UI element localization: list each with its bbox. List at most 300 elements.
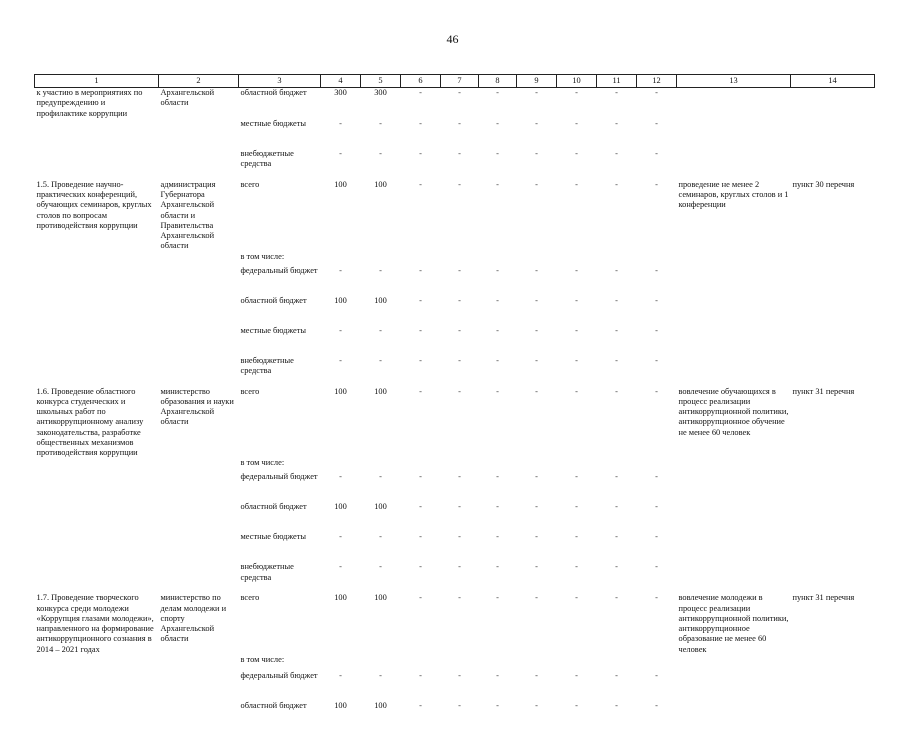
table-cell-col-7: - <box>458 325 461 335</box>
table-cell-col-6: - <box>419 148 422 158</box>
table-cell-col-3: в том числе: <box>240 458 285 468</box>
table-cell-col-7: - <box>458 118 461 128</box>
table-cell-col-8 <box>479 458 517 472</box>
table-cell-col-9: - <box>535 532 538 542</box>
table-cell-col-12: - <box>655 179 658 189</box>
table-cell-col-1 <box>35 296 159 326</box>
table-cell-col-2 <box>159 655 239 671</box>
table-cell-col-9: - <box>535 472 538 482</box>
table-cell-col-13 <box>677 252 791 266</box>
table-cell-col-10: - <box>575 88 578 97</box>
table-cell-col-3: внебюджетные средства <box>240 562 294 582</box>
table-row <box>35 149 875 179</box>
table-cell-col-4: - <box>339 562 342 572</box>
table-cell-col-2 <box>159 252 239 266</box>
table-cell-col-11: - <box>615 265 618 275</box>
table-row <box>35 266 875 296</box>
table-cell-col-1 <box>35 149 159 179</box>
table-cell-col-14 <box>791 472 875 502</box>
table-cell-col-1 <box>35 472 159 502</box>
table-cell-col-2: министерство по делам молодежи и спорту Архангельской области <box>160 593 227 644</box>
table-cell-col-1 <box>35 671 159 701</box>
table-cell-col-10: - <box>575 179 578 189</box>
table-cell-col-8: - <box>496 88 499 97</box>
table-cell-col-7: - <box>458 88 461 97</box>
table-cell-col-5: - <box>379 355 382 365</box>
table-cell-col-10 <box>557 655 597 671</box>
table-cell-col-5: 300 <box>374 88 387 97</box>
table-cell-col-5 <box>361 655 401 671</box>
table-cell-col-12: - <box>655 88 658 97</box>
table-cell-col-5: - <box>379 472 382 482</box>
table-cell-col-9: - <box>535 88 538 97</box>
table-cell-col-11: - <box>615 700 618 710</box>
table-cell-col-10: - <box>575 532 578 542</box>
table-cell-col-14 <box>791 701 875 731</box>
table-cell-col-12: - <box>655 593 658 603</box>
table-cell-col-12: - <box>655 532 658 542</box>
table-cell-col-6: - <box>419 179 422 189</box>
table-cell-col-10: - <box>575 593 578 603</box>
table-cell-col-4: 100 <box>334 502 347 512</box>
table-cell-col-8: - <box>496 472 499 482</box>
table-cell-col-2 <box>159 701 239 731</box>
table-cell-col-12: - <box>655 700 658 710</box>
table-cell-col-9: - <box>535 386 538 396</box>
table-cell-col-14 <box>791 356 875 386</box>
table-cell-col-4: 100 <box>334 593 347 603</box>
table-cell-col-9: - <box>535 670 538 680</box>
table-cell-col-8: - <box>496 179 499 189</box>
table-cell-col-9: - <box>535 502 538 512</box>
table-cell-col-7: - <box>458 532 461 542</box>
table-cell-col-9: - <box>535 700 538 710</box>
table-cell-col-11 <box>597 458 637 472</box>
table-cell-col-14 <box>791 296 875 326</box>
table-cell-col-10: - <box>575 502 578 512</box>
table-cell-col-13 <box>677 502 791 532</box>
table-cell-col-7 <box>441 655 479 671</box>
column-header-10: 10 <box>557 75 597 88</box>
table-cell-col-11 <box>597 655 637 671</box>
table-cell-col-4: - <box>339 532 342 542</box>
table-cell-col-14 <box>791 671 875 701</box>
table-cell-col-5: 100 <box>374 700 387 710</box>
table-cell-col-3: областной бюджет <box>240 88 307 97</box>
table-cell-col-4: 100 <box>334 386 347 396</box>
table-cell-col-3: внебюджетные средства <box>240 148 294 168</box>
table-cell-col-4 <box>321 655 361 671</box>
table-cell-col-2 <box>159 532 239 562</box>
table-cell-col-3: в том числе: <box>240 251 285 261</box>
table-cell-col-1 <box>35 502 159 532</box>
table-cell-col-13 <box>677 119 791 149</box>
table-cell-col-13 <box>677 701 791 731</box>
table-cell-col-12: - <box>655 355 658 365</box>
table-cell-col-13 <box>677 562 791 592</box>
table-cell-col-6: - <box>419 118 422 128</box>
table-cell-col-11: - <box>615 593 618 603</box>
table-cell-col-4: - <box>339 148 342 158</box>
table-cell-col-12: - <box>655 295 658 305</box>
table-cell-col-5: - <box>379 532 382 542</box>
table-cell-col-2 <box>159 356 239 386</box>
column-header-1: 1 <box>35 75 159 88</box>
table-cell-col-1 <box>35 655 159 671</box>
table-cell-col-11: - <box>615 295 618 305</box>
table-cell-col-8: - <box>496 532 499 542</box>
table-cell-col-12: - <box>655 472 658 482</box>
table-cell-col-9: - <box>535 562 538 572</box>
table-cell-col-11: - <box>615 355 618 365</box>
table-row <box>35 88 875 119</box>
table-cell-col-12: - <box>655 502 658 512</box>
table-cell-col-8: - <box>496 670 499 680</box>
table-cell-col-1: 1.5. Проведение научно-практических конференций, обучающих семинаров, круглых столов по вопросам противодействия коррупции <box>36 179 152 230</box>
table-cell-col-14 <box>791 88 875 119</box>
table-cell-col-9: - <box>535 179 538 189</box>
table-cell-col-14 <box>791 119 875 149</box>
table-cell-col-3: внебюджетные средства <box>240 355 294 375</box>
table-cell-col-10: - <box>575 670 578 680</box>
table-cell-col-4: - <box>339 670 342 680</box>
column-header-12: 12 <box>637 75 677 88</box>
table-cell-col-12: - <box>655 325 658 335</box>
table-cell-col-9: - <box>535 148 538 158</box>
table-cell-col-1: к участию в мероприятиях по предупреждению и профилактике коррупции <box>36 88 143 118</box>
column-header-13: 13 <box>677 75 791 88</box>
table-cell-col-11: - <box>615 148 618 158</box>
table-cell-col-9: - <box>535 118 538 128</box>
table-cell-col-11: - <box>615 502 618 512</box>
table-cell-col-6: - <box>419 502 422 512</box>
table-cell-col-12 <box>637 252 677 266</box>
budget-table <box>34 74 875 731</box>
table-cell-col-10: - <box>575 325 578 335</box>
table-cell-col-2 <box>159 326 239 356</box>
table-cell-col-5: - <box>379 325 382 335</box>
table-row <box>35 296 875 326</box>
table-row <box>35 502 875 532</box>
table-cell-col-2 <box>159 458 239 472</box>
table-cell-col-5: - <box>379 562 382 572</box>
table-cell-col-1 <box>35 252 159 266</box>
table-cell-col-8: - <box>496 148 499 158</box>
table-cell-col-10: - <box>575 700 578 710</box>
table-cell-col-14 <box>791 266 875 296</box>
table-cell-col-3: всего <box>240 179 260 189</box>
table-cell-col-8: - <box>496 502 499 512</box>
table-cell-col-9: - <box>535 265 538 275</box>
table-cell-col-7: - <box>458 148 461 158</box>
table-cell-col-4: - <box>339 325 342 335</box>
table-cell-col-3: областной бюджет <box>240 502 307 512</box>
table-cell-col-1 <box>35 562 159 592</box>
table-cell-col-8: - <box>496 562 499 572</box>
table-cell-col-2 <box>159 671 239 701</box>
table-cell-col-11: - <box>615 88 618 97</box>
table-cell-col-1 <box>35 458 159 472</box>
table-cell-col-8: - <box>496 593 499 603</box>
table-row <box>35 119 875 149</box>
table-cell-col-13 <box>677 149 791 179</box>
table-cell-col-7: - <box>458 472 461 482</box>
table-cell-col-13: проведение не менее 2 семинаров, круглых столов и 1 конференции <box>678 179 789 210</box>
table-cell-col-14 <box>791 326 875 356</box>
table-body <box>35 88 875 731</box>
table-cell-col-10 <box>557 252 597 266</box>
table-cell-col-13 <box>677 296 791 326</box>
table-cell-col-2: министерство образования и науки Архангельской области <box>160 386 234 427</box>
table-cell-col-7 <box>441 252 479 266</box>
table-cell-col-4: - <box>339 118 342 128</box>
table-cell-col-13 <box>677 356 791 386</box>
table-cell-col-4: 300 <box>334 88 347 97</box>
table-cell-col-3: федеральный бюджет <box>240 265 318 275</box>
table-row <box>35 472 875 502</box>
table-cell-col-13 <box>677 671 791 701</box>
table-cell-col-10: - <box>575 148 578 158</box>
table-cell-col-7 <box>441 458 479 472</box>
table-cell-col-3: местные бюджеты <box>240 118 307 128</box>
table-cell-col-5 <box>361 252 401 266</box>
table-row <box>35 592 875 655</box>
header-row <box>35 75 875 88</box>
table-cell-col-9 <box>517 655 557 671</box>
table-cell-col-6 <box>401 655 441 671</box>
table-cell-col-7: - <box>458 265 461 275</box>
column-header-8: 8 <box>479 75 517 88</box>
table-cell-col-10: - <box>575 386 578 396</box>
table-cell-col-2: Архангельской области <box>160 88 215 108</box>
table-cell-col-5: - <box>379 670 382 680</box>
table-cell-col-3: областной бюджет <box>240 700 307 710</box>
table-cell-col-10: - <box>575 562 578 572</box>
table-row <box>35 356 875 386</box>
table-cell-col-13 <box>677 88 791 119</box>
table-row <box>35 532 875 562</box>
table-cell-col-4: 100 <box>334 179 347 189</box>
table-cell-col-11: - <box>615 562 618 572</box>
table-cell-col-14 <box>791 252 875 266</box>
table-row <box>35 386 875 459</box>
table-cell-col-4: 100 <box>334 700 347 710</box>
table-cell-col-12: - <box>655 562 658 572</box>
table-cell-col-11: - <box>615 532 618 542</box>
table-cell-col-2 <box>159 472 239 502</box>
table-cell-col-13 <box>677 655 791 671</box>
table-cell-col-5: 100 <box>374 179 387 189</box>
table-cell-col-13 <box>677 266 791 296</box>
table-cell-col-12: - <box>655 670 658 680</box>
table-cell-col-7: - <box>458 295 461 305</box>
table-cell-col-11: - <box>615 670 618 680</box>
table-cell-col-3: местные бюджеты <box>240 325 307 335</box>
table-cell-col-9: - <box>535 355 538 365</box>
table-cell-col-6: - <box>419 386 422 396</box>
table-cell-col-4: - <box>339 265 342 275</box>
table-cell-col-12: - <box>655 148 658 158</box>
table-cell-col-10: - <box>575 472 578 482</box>
table-cell-col-2 <box>159 119 239 149</box>
table-cell-col-2 <box>159 296 239 326</box>
table-cell-col-3: федеральный бюджет <box>240 670 318 680</box>
table-cell-col-10: - <box>575 118 578 128</box>
table-cell-col-9 <box>517 252 557 266</box>
table-cell-col-11 <box>597 252 637 266</box>
table-cell-col-5: - <box>379 148 382 158</box>
column-header-7: 7 <box>441 75 479 88</box>
table-cell-col-6: - <box>419 593 422 603</box>
table-row <box>35 701 875 731</box>
table-cell-col-6: - <box>419 472 422 482</box>
table-cell-col-6: - <box>419 295 422 305</box>
table-cell-col-7: - <box>458 502 461 512</box>
table-cell-col-9: - <box>535 325 538 335</box>
table-cell-col-2: администрация Губернатора Архангельской области и Правительства Архангельской области <box>160 179 216 251</box>
column-header-6: 6 <box>401 75 441 88</box>
column-header-9: 9 <box>517 75 557 88</box>
table-cell-col-14: пункт 31 перечня <box>792 386 855 396</box>
table-cell-col-6: - <box>419 265 422 275</box>
table-cell-col-11: - <box>615 325 618 335</box>
table-cell-col-3: всего <box>240 593 260 603</box>
table-cell-col-10: - <box>575 265 578 275</box>
table-cell-col-6: - <box>419 88 422 97</box>
column-header-14: 14 <box>791 75 875 88</box>
table-cell-col-12 <box>637 655 677 671</box>
table-cell-col-4: - <box>339 472 342 482</box>
page-number: 46 <box>446 32 459 46</box>
table-cell-col-8: - <box>496 295 499 305</box>
table-cell-col-14 <box>791 562 875 592</box>
table-cell-col-14: пункт 31 перечня <box>792 593 855 603</box>
table-cell-col-10: - <box>575 295 578 305</box>
table-cell-col-7: - <box>458 670 461 680</box>
table-row <box>35 671 875 701</box>
column-header-3: 3 <box>239 75 321 88</box>
table-row <box>35 458 875 472</box>
column-header-4: 4 <box>321 75 361 88</box>
table-cell-col-7: - <box>458 179 461 189</box>
table-cell-col-5: - <box>379 265 382 275</box>
table-cell-col-6: - <box>419 700 422 710</box>
table-cell-col-6: - <box>419 325 422 335</box>
table-row <box>35 326 875 356</box>
table-cell-col-5: 100 <box>374 386 387 396</box>
table-cell-col-6: - <box>419 355 422 365</box>
table-cell-col-2 <box>159 266 239 296</box>
table-cell-col-14 <box>791 532 875 562</box>
table-cell-col-1 <box>35 701 159 731</box>
table-cell-col-1: 1.6. Проведение областного конкурса студенческих и школьных работ по антикоррупционному анализу законодательства, разработке общественных механизмов противодействия коррупции <box>36 386 144 457</box>
table-cell-col-12: - <box>655 265 658 275</box>
table-cell-col-6: - <box>419 670 422 680</box>
table-cell-col-7: - <box>458 593 461 603</box>
table-cell-col-3: всего <box>240 386 260 396</box>
table-cell-col-10 <box>557 458 597 472</box>
table-cell-col-3: федеральный бюджет <box>240 472 318 482</box>
column-header-11: 11 <box>597 75 637 88</box>
table-cell-col-13 <box>677 458 791 472</box>
table-cell-col-1 <box>35 326 159 356</box>
table-cell-col-14: пункт 30 перечня <box>792 179 855 189</box>
table-cell-col-5: 100 <box>374 593 387 603</box>
table-cell-col-5: - <box>379 118 382 128</box>
table-cell-col-2 <box>159 562 239 592</box>
table-cell-col-2 <box>159 149 239 179</box>
table-cell-col-4 <box>321 252 361 266</box>
table-cell-col-8 <box>479 655 517 671</box>
table-cell-col-11: - <box>615 118 618 128</box>
table-cell-col-4: - <box>339 355 342 365</box>
table-cell-col-11: - <box>615 179 618 189</box>
table-cell-col-13 <box>677 532 791 562</box>
table-cell-col-6 <box>401 252 441 266</box>
table-cell-col-1 <box>35 119 159 149</box>
table-row <box>35 562 875 592</box>
table-cell-col-8 <box>479 252 517 266</box>
table-cell-col-14 <box>791 655 875 671</box>
table-row <box>35 252 875 266</box>
table-cell-col-11: - <box>615 386 618 396</box>
table-cell-col-6: - <box>419 562 422 572</box>
table-cell-col-4 <box>321 458 361 472</box>
table-cell-col-6: - <box>419 532 422 542</box>
table-cell-col-13 <box>677 326 791 356</box>
table-row <box>35 179 875 252</box>
table-cell-col-6 <box>401 458 441 472</box>
table-cell-col-7: - <box>458 355 461 365</box>
table-cell-col-12 <box>637 458 677 472</box>
table-cell-col-12: - <box>655 386 658 396</box>
table-cell-col-5: 100 <box>374 502 387 512</box>
table-cell-col-7: - <box>458 562 461 572</box>
table-cell-col-14 <box>791 149 875 179</box>
table-cell-col-3: областной бюджет <box>240 295 307 305</box>
table-cell-col-8: - <box>496 386 499 396</box>
column-header-2: 2 <box>159 75 239 88</box>
table-cell-col-5: 100 <box>374 295 387 305</box>
table-cell-col-1 <box>35 266 159 296</box>
table-cell-col-7: - <box>458 386 461 396</box>
table-cell-col-13: вовлечение обучающихся в процесс реализации антикоррупционной политики, антикоррупционное обучение не менее 60 человек <box>678 386 789 437</box>
table-cell-col-10: - <box>575 355 578 365</box>
table-cell-col-13 <box>677 472 791 502</box>
table-cell-col-2 <box>159 502 239 532</box>
table-cell-col-5 <box>361 458 401 472</box>
table-cell-col-4: 100 <box>334 295 347 305</box>
table-cell-col-11: - <box>615 472 618 482</box>
table-cell-col-1: 1.7. Проведение творческого конкурса среди молодежи «Коррупция глазами молодежи», направленного на формирование антикоррупционного сознания в 2014 – 2021 годах <box>36 593 154 654</box>
table-cell-col-9: - <box>535 295 538 305</box>
table-cell-col-8: - <box>496 118 499 128</box>
table-cell-col-8: - <box>496 700 499 710</box>
table-cell-col-13: вовлечение молодежи в процесс реализации антикоррупционной политики, антикоррупционное образование не менее 60 человек <box>678 593 789 654</box>
table-cell-col-3: в том числе: <box>240 654 285 664</box>
table-cell-col-1 <box>35 356 159 386</box>
table-cell-col-8: - <box>496 355 499 365</box>
table-cell-col-12: - <box>655 118 658 128</box>
table-cell-col-1 <box>35 532 159 562</box>
table-cell-col-8: - <box>496 325 499 335</box>
table-cell-col-7: - <box>458 700 461 710</box>
column-header-5: 5 <box>361 75 401 88</box>
table-cell-col-14 <box>791 458 875 472</box>
table-cell-col-9: - <box>535 593 538 603</box>
table-row <box>35 655 875 671</box>
table-cell-col-14 <box>791 502 875 532</box>
